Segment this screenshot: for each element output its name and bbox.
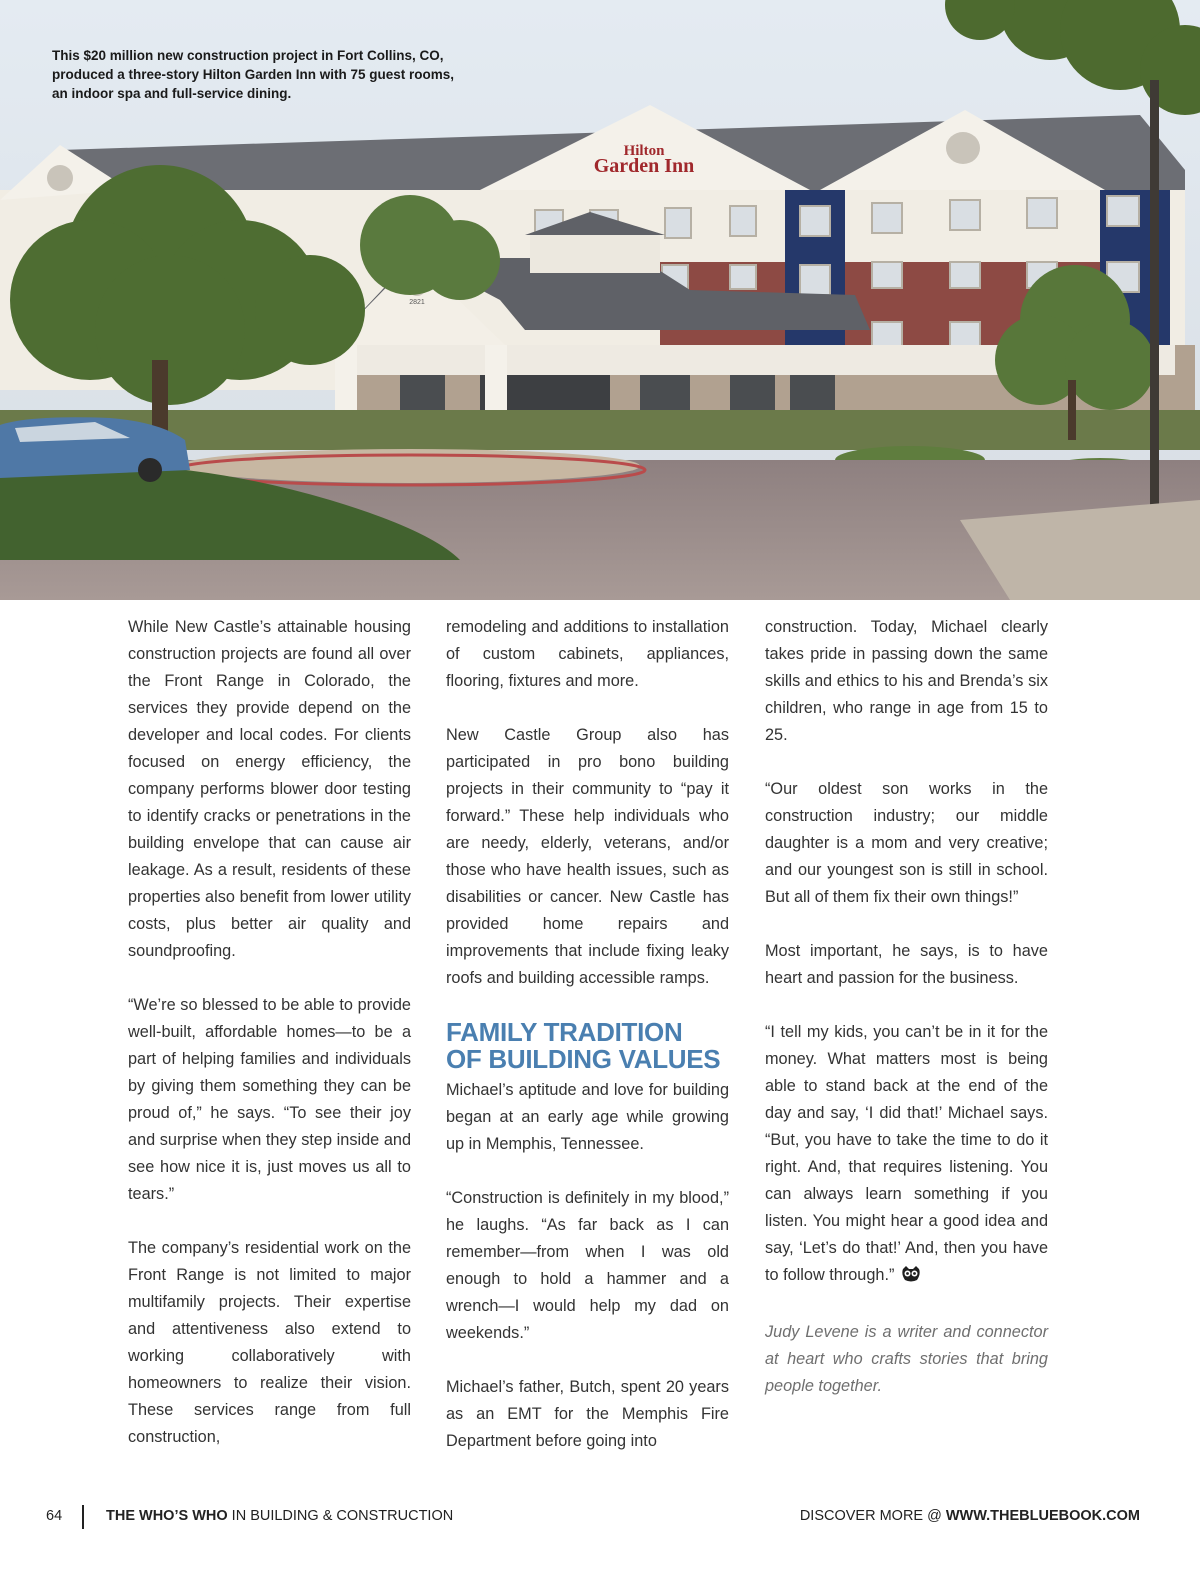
discover-label: DISCOVER MORE @ (799, 1508, 946, 1524)
article-column-2 (446, 614, 729, 1455)
article-column-1 (128, 614, 411, 1451)
discover-more-link[interactable] (800, 1508, 1140, 1524)
publication-name-rest: IN BUILDING & CONSTRUCTION (227, 1508, 454, 1524)
page-number: 64 (46, 1508, 63, 1524)
body-paragraph: New Castle Group also has participated in pro bono building projects in their community to “pay it forward.” These help individuals who are needy, elderly, veterans, and/or those who have health issues, such as disabilities or cancer. New Castle has provided home repairs and improvements that include fixing leaky roofs and building accessible ramps. (446, 726, 729, 987)
hero-photo (0, 0, 1200, 600)
sign-line-hilton: Hilton (623, 143, 665, 159)
address-number: 2821 (409, 299, 425, 306)
photo-caption (52, 46, 492, 103)
closing-paragraph (765, 1019, 1048, 1292)
body-paragraph: construction. Today, Michael clearly takes pride in passing down the same skills and ethics to his and Brenda’s six children, who range in age from 15 to 25. (765, 618, 1048, 744)
body-paragraph: “Construction is definitely in my blood,” he laughs. “As far back as I can remember—from when I was old enough to hold a hammer and a wrench—I would help my dad on weekends.” (446, 1189, 729, 1342)
page-footer (0, 1502, 1200, 1532)
body-paragraph: The company’s residential work on the Front Range is not limited to major multifamily projects. Their expertise and attentiveness also extend to working collaboratively with homeowners to realize their vision. These services range from full construction, (128, 1239, 411, 1446)
caption-line: This $20 million new construction project in Fort Collins, CO, (52, 48, 444, 63)
body-paragraph: Michael’s aptitude and love for building began at an early age while growing up in Memphis, Tennessee. (446, 1081, 729, 1153)
section-heading-line: FAMILY TRADITION (446, 1017, 683, 1047)
section-heading (446, 1019, 729, 1073)
author-byline: Judy Levene is a writer and connector at heart who crafts stories that bring people together. (765, 1323, 1048, 1395)
caption-line: produced a three-story Hilton Garden Inn with 75 guest rooms, (52, 67, 455, 82)
body-paragraph: While New Castle’s attainable housing construction projects are found all over the Front Range in Colorado, the services they provide depend on the developer and local codes. For clients focused on energy efficiency, the company performs blower door testing to identify cracks or penetrations in the building envelope that can cause air leakage. As a result, residents of these properties also benefit from lower utility costs, plus better air quality and soundproofing. (128, 618, 411, 960)
caption-line: an indoor spa and full-service dining. (52, 86, 292, 101)
body-paragraph: “Our oldest son works in the construction industry; our middle daughter is a mom and very creative; and our youngest son is still in school. But all of them fix their own things!” (765, 780, 1048, 906)
body-paragraph: Most important, he says, is to have heart and passion for the business. (765, 942, 1048, 987)
body-paragraph: remodeling and additions to installation of custom cabinets, appliances, flooring, fixtures and more. (446, 618, 729, 690)
section-heading-line: OF BUILDING VALUES (446, 1044, 721, 1074)
footer-divider (82, 1505, 84, 1529)
closing-paragraph-text: “I tell my kids, you can’t be in it for the money. What matters most is being able to stand back at the end of the day and say, ‘I did that!’ Michael says. “But, you have to take the time to do it right. And, that requires listening. You can always learn something if you listen. You might hear a good idea and say, ‘Let’s do that!’ And, then you have to follow through.” (765, 1023, 1048, 1284)
body-paragraph: “We’re so blessed to be able to provide well-built, affordable homes—to be a part of helping families and individuals by giving them something they can be proud of,” he says. “To see their joy and surprise when they step inside and see how nice it is, just moves us all to tears.” (128, 996, 411, 1203)
sign-line-garden-inn: Garden Inn (593, 155, 695, 177)
owl-end-mark-icon (900, 1265, 922, 1292)
body-paragraph: Michael’s father, Butch, spent 20 years as an EMT for the Memphis Fire Department before going into (446, 1378, 729, 1450)
publication-name-bold: THE WHO’S WHO (106, 1508, 228, 1524)
discover-url[interactable]: WWW.THEBLUEBOOK.COM (945, 1508, 1140, 1524)
publication-name (106, 1508, 453, 1524)
article-column-3 (765, 614, 1048, 1400)
